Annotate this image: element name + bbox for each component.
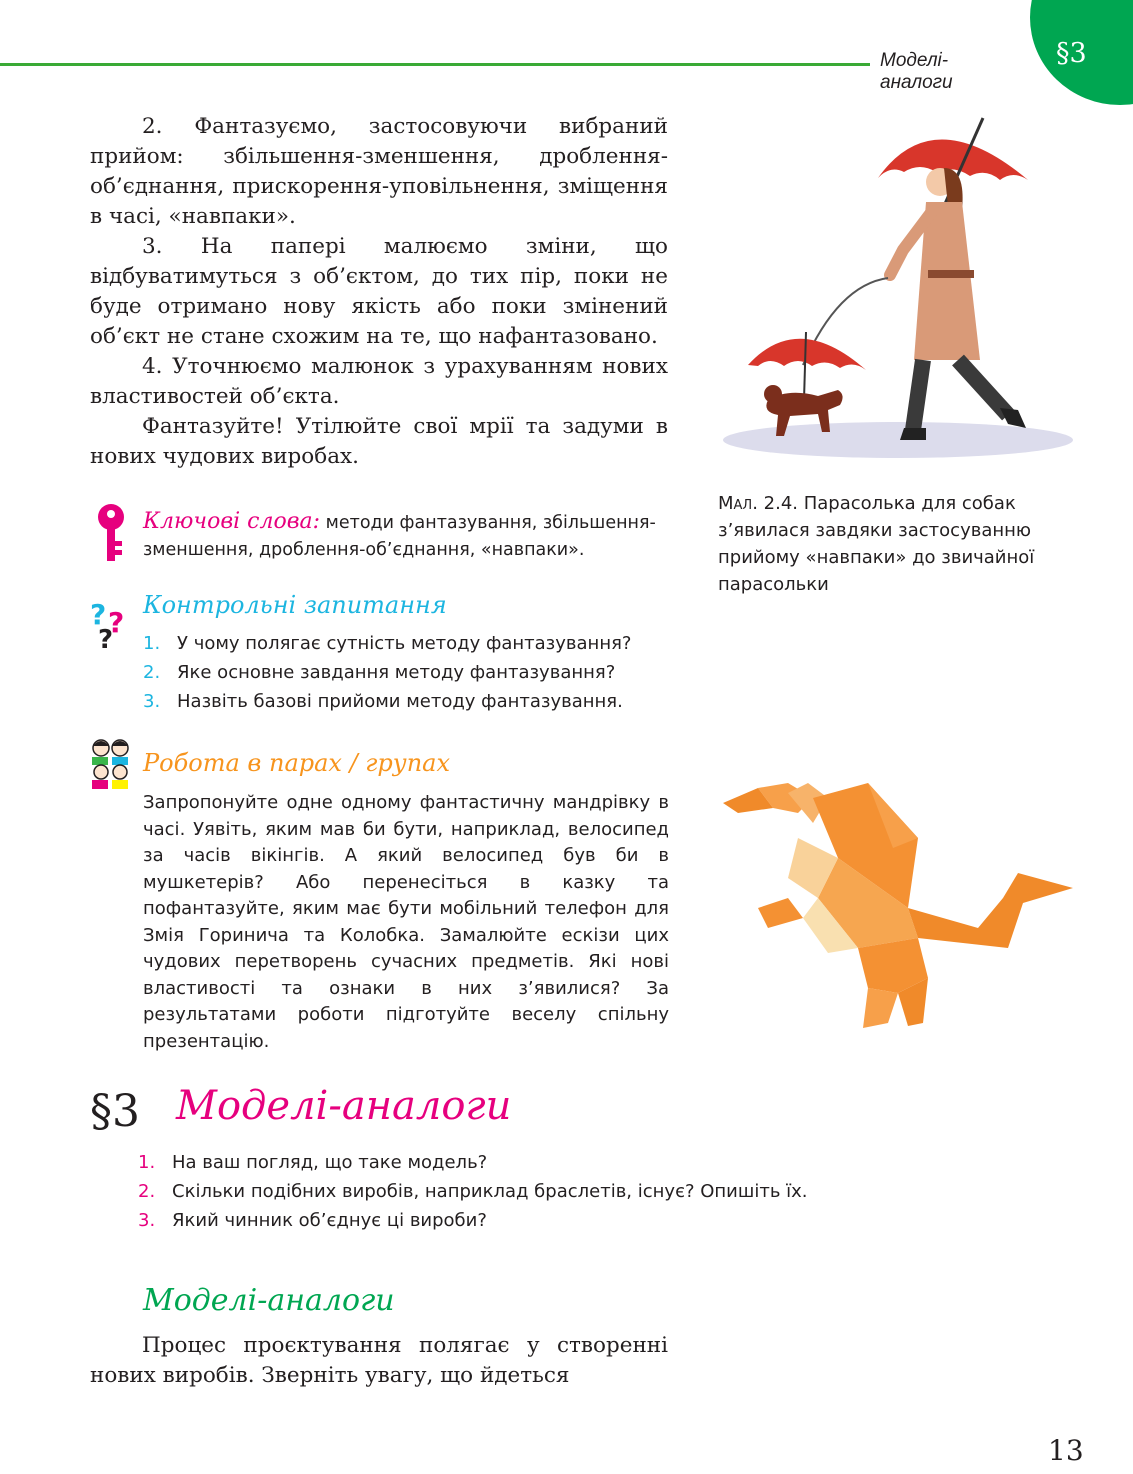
list-text: Який чинник об’єднує ці вироби?	[172, 1210, 487, 1231]
keywords-title: Ключові слова:	[143, 509, 321, 534]
list-number: 1.	[138, 1152, 156, 1173]
list-item	[138, 1206, 858, 1235]
section-title: Моделі-аналоги	[176, 1083, 512, 1129]
list-item	[143, 687, 703, 716]
svg-text:?: ?	[98, 625, 114, 650]
key-icon	[94, 503, 128, 563]
question-marks-icon	[90, 598, 130, 650]
subsection-title: Моделі-аналоги	[143, 1283, 395, 1318]
keywords-block	[143, 508, 663, 564]
section-body-text	[90, 1331, 668, 1391]
section-corner-label: §3	[1056, 38, 1087, 69]
body-paragraph: Процес проєктування полягає у створенні нових виробів. Зверніть увагу, що йдеться	[90, 1333, 668, 1388]
control-questions-list	[143, 629, 703, 716]
list-text: На ваш погляд, що таке модель?	[172, 1152, 488, 1173]
intro-paragraph: 3. На папері малюємо зміни, що відбуватимуться з об’єктом, до тих пір, поки не буде отримано нову якість або поки змінений об’єкт не стане схожим на те, що нафантазовано.	[90, 234, 668, 349]
control-questions-title: Контрольні запитання	[143, 591, 447, 619]
figure-caption-label: Мал. 2.4.	[718, 493, 798, 514]
woman-umbrella-dog-illustration	[718, 110, 1078, 470]
group-children-icon	[90, 738, 132, 790]
running-header-title: Моделі-аналоги	[880, 50, 953, 93]
list-number: 2.	[143, 662, 161, 683]
list-number: 3.	[143, 691, 161, 712]
list-text: Назвіть базові прийоми методу фантазування.	[177, 691, 623, 712]
page-number: 13	[1048, 1434, 1084, 1467]
list-number: 3.	[138, 1210, 156, 1231]
list-text: Скільки подібних виробів, наприклад браслетів, існує? Опишіть їх.	[172, 1181, 808, 1202]
paragraph-sign: §3	[90, 1086, 140, 1137]
keywords-text: методи фантазування, збільшення-зменшення, дроблення-об’єднання, «навпаки».	[143, 513, 656, 560]
list-item	[143, 658, 703, 687]
svg-text:?: ?	[90, 598, 107, 631]
pair-work-title: Робота в парах / групах	[143, 749, 451, 777]
figure-caption	[718, 490, 1048, 598]
svg-text:?: ?	[108, 606, 125, 639]
list-item	[138, 1148, 858, 1177]
list-item	[138, 1177, 858, 1206]
intro-text	[90, 112, 668, 472]
figure-caption-text: Парасолька для собак з’явилася завдяки застосуванню прийому «навпаки» до звичайної парасольки	[718, 493, 1035, 595]
intro-paragraph: Фантазуйте! Утілюйте свої мрії та задуми в нових чудових виробах.	[90, 414, 668, 469]
header-rule	[0, 63, 870, 66]
origami-dragon-illustration	[718, 778, 1078, 1033]
list-text: Яке основне завдання методу фантазування?	[177, 662, 616, 683]
list-item	[143, 629, 703, 658]
pair-work-text: Запропонуйте одне одному фантастичну мандрівку в часі. Уявіть, яким мав би бути, наприклад, велосипед за часів вікінгів. А який велосипед був би в мушкетерів? Або перенесіться в казку та пофантазуйте, яким має бути мобільний телефон для Змія Горинича та Колобка. Замалюйте ескізи цих чудових перетворень сучасних предметів. Які нові властивості та ознаки в них з’явилися? За результатами роботи підготуйте веселу спільну презентацію.	[143, 792, 669, 1052]
list-number: 2.	[138, 1181, 156, 1202]
intro-paragraph: 4. Уточнюємо малюнок з урахуванням нових властивостей об’єкта.	[90, 354, 668, 409]
intro-paragraph: 2. Фантазуємо, застосовуючи вибраний прийом: збільшення-зменшення, дроблення-об’єднання, прискорення-уповільнення, зміщення в часі, «навпаки».	[90, 114, 668, 229]
section-questions-list	[138, 1148, 858, 1235]
list-text: У чому полягає сутність методу фантазування?	[177, 633, 632, 654]
list-number: 1.	[143, 633, 161, 654]
